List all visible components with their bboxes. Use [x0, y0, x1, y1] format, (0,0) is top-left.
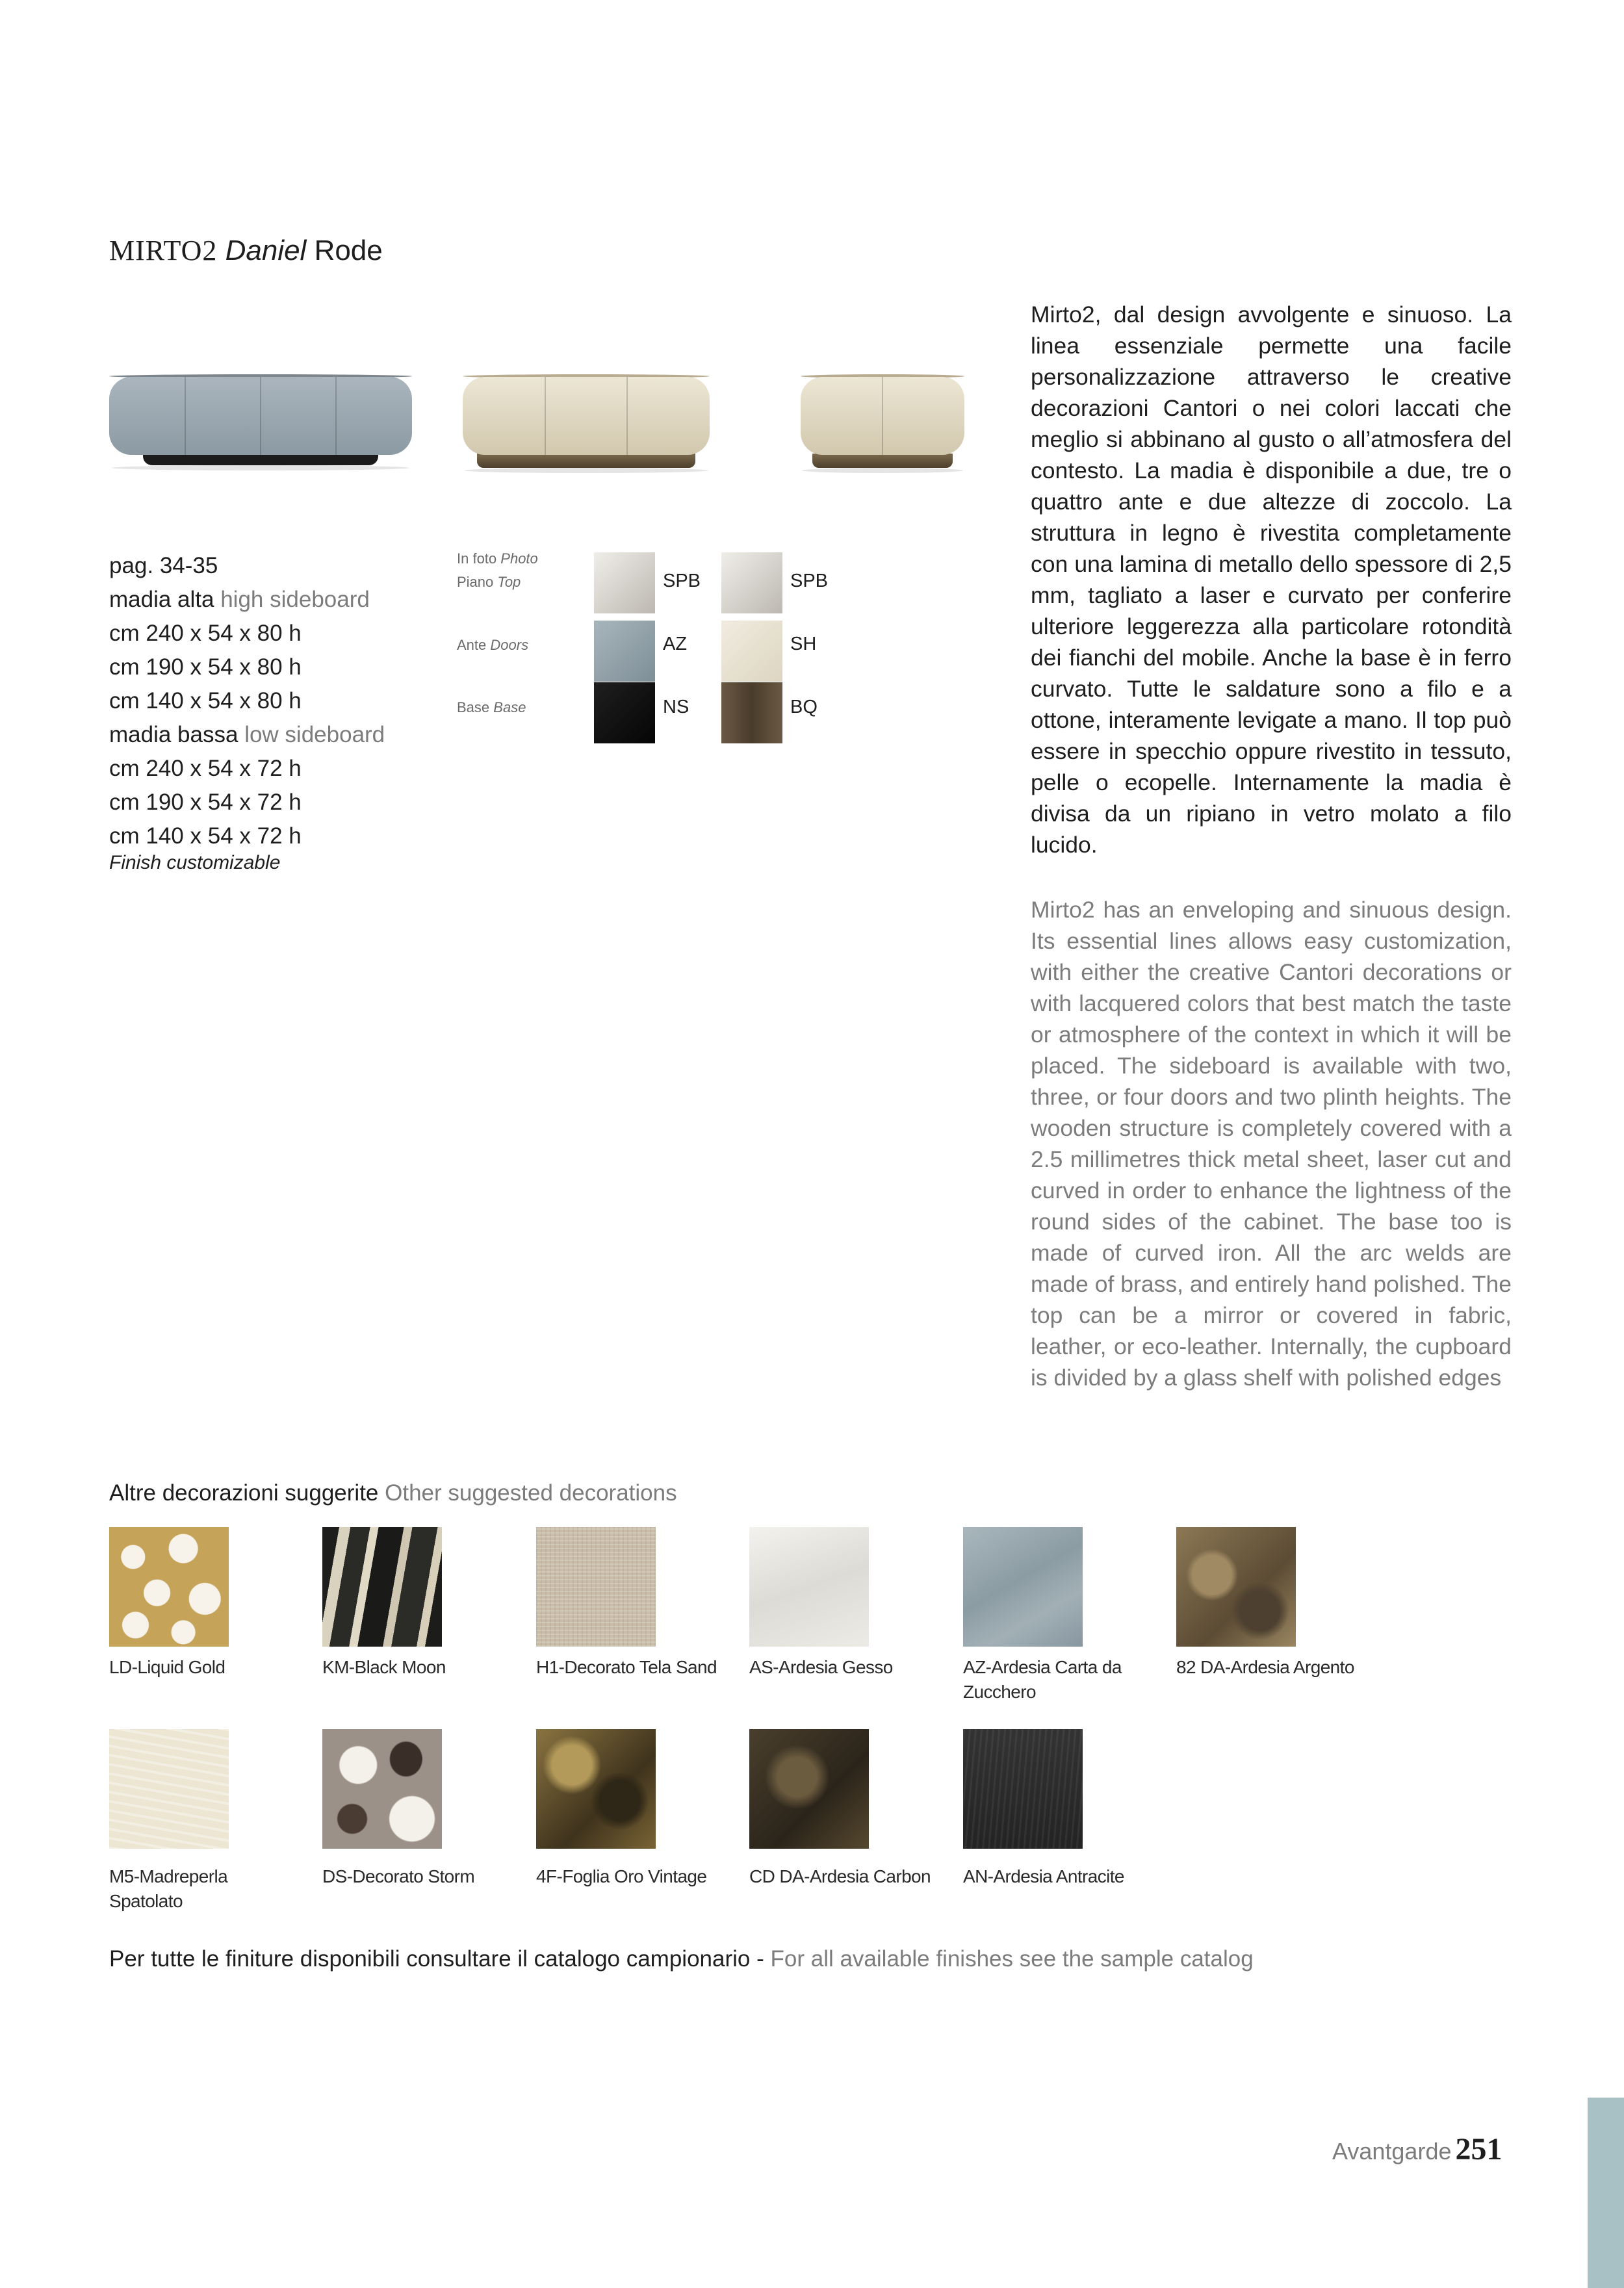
decorations-heading-en: Other suggested decorations	[385, 1480, 677, 1506]
finish-note: Finish customizable	[109, 852, 281, 873]
description-italian: Mirto2, dal design avvolgente e sinuoso. La linea essenziale permette una facile personalizzazione attraverso le creative decorazioni Cantori o nei colori laccati che meglio si abbinano al gusto o all’atmosfera del contesto. La madia è disponibile a due, tre o quattro ante e due altezze di zoccolo. La struttura in legno è rivestita completamente con una lamina di metallo dello spessore di 2,5 mm, tagliato a laser e curvato per conferire ulteriore leggerezza alla particolare rotondità dei fianchi del mobile. Anche la base è in ferro curvato. Tutte le saldature sono a filo e a ottone, interamente levigate a mano. Il top può essere in specchio oppure rivestito in tessuto, pelle o ecopelle. Internamente la madia è divisa da un ripiano in vetro molato a filo lucido.	[1031, 302, 1512, 858]
designer-first-name: Daniel	[225, 235, 307, 266]
product-image-cream-sideboard	[463, 374, 710, 474]
decoration-label: 82 DA-Ardesia Argento	[1176, 1657, 1354, 1677]
size-line: cm 240 x 54 x 72 h	[109, 756, 302, 781]
page-footer	[1332, 2131, 1502, 2167]
finish-label-it: In foto	[457, 550, 497, 567]
high-sideboard-it: madia alta	[109, 587, 214, 612]
finish-swatch	[721, 682, 782, 743]
finish-label-en: Base	[493, 699, 526, 715]
size-line: cm 140 x 54 x 72 h	[109, 823, 302, 849]
low-sideboard-en: low sideboard	[244, 722, 385, 747]
finish-code: BQ	[790, 697, 818, 717]
decoration-swatch-foglia-oro-vintage	[536, 1729, 656, 1849]
catalog-note	[109, 1946, 1254, 1972]
catalog-note-it: Per tutte le finiture disponibili consultare il catalogo campionario -	[109, 1946, 764, 1972]
decoration-label: KM-Black Moon	[322, 1657, 446, 1677]
page-reference: pag. 34-35	[109, 553, 218, 578]
finish-label-en: Top	[497, 574, 521, 590]
size-line: cm 140 x 54 x 80 h	[109, 688, 302, 713]
finish-label-it: Ante	[457, 637, 487, 653]
finish-label-doors	[457, 634, 528, 656]
decorations-heading-it: Altre decorazioni suggerite	[109, 1480, 379, 1506]
finish-swatch	[594, 621, 655, 682]
low-sideboard-label	[109, 718, 434, 752]
decoration-label: M5-Madreperla Spatolato	[109, 1866, 228, 1911]
finish-code: SH	[790, 634, 817, 654]
finish-code: AZ	[663, 634, 688, 654]
high-sideboard-label	[109, 583, 434, 617]
product-name: MIRTO2	[109, 235, 218, 266]
decoration-swatch-tela-sand	[536, 1527, 656, 1647]
product-image-small-sideboard	[801, 374, 964, 474]
section-tab	[1588, 2098, 1624, 2288]
finish-label-top	[457, 571, 521, 593]
finish-swatch	[721, 621, 782, 682]
decoration-swatch-decorato-storm	[322, 1729, 442, 1849]
finish-label-photo	[457, 548, 538, 570]
product-title	[109, 234, 383, 267]
decoration-swatch-liquid-gold	[109, 1527, 229, 1647]
decoration-label: H1-Decorato Tela Sand	[536, 1657, 717, 1677]
size-line: cm 190 x 54 x 80 h	[109, 654, 302, 680]
finish-label-en: Photo	[500, 550, 538, 567]
decoration-swatch-ardesia-gesso	[749, 1527, 869, 1647]
finish-code: SPB	[790, 571, 829, 591]
spec-list	[109, 549, 434, 874]
section-name: Avantgarde	[1332, 2138, 1452, 2165]
finish-label-en: Doors	[490, 637, 529, 653]
decoration-label: AZ-Ardesia Carta da Zucchero	[963, 1657, 1122, 1702]
finish-label-it: Piano	[457, 574, 494, 590]
finish-label-it: Base	[457, 699, 490, 715]
decoration-swatch-ardesia-argento	[1176, 1527, 1296, 1647]
decoration-label: CD DA-Ardesia Carbon	[749, 1866, 931, 1886]
product-image-blue-sideboard	[109, 374, 412, 472]
finish-label-base	[457, 697, 526, 719]
description-english: Mirto2 has an enveloping and sinuous design. Its essential lines allows easy customization, with either the creative Cantori decorations or with lacquered colors that best match the taste or atmosphere of the context in which it will be placed. The sideboard is available with two, three, or four doors and two plinth heights. The wooden structure is completely covered with a 2.5 millimetres thick metal sheet, laser cut and curved in order to enhance the lightness of the round sides of the cabinet. The base too is made of curved iron. All the arc welds are made of brass, and entirely hand polished. The top can be a mirror or covered in fabric, leather, or eco-leather. Internally, the cupboard is divided by a glass shelf with polished edges	[1031, 897, 1512, 1391]
catalog-note-en: For all available finishes see the sample catalog	[770, 1946, 1254, 1972]
decoration-swatch-ardesia-carbon	[749, 1729, 869, 1849]
decorations-heading	[109, 1480, 677, 1506]
decoration-label: 4F-Foglia Oro Vintage	[536, 1866, 707, 1886]
decoration-label: AN-Ardesia Antracite	[963, 1866, 1124, 1886]
decoration-swatch-black-moon	[322, 1527, 442, 1647]
finish-code: SPB	[663, 571, 701, 591]
finish-code: NS	[663, 697, 690, 717]
decoration-label: LD-Liquid Gold	[109, 1657, 226, 1677]
designer-last-name: Rode	[314, 235, 383, 266]
decoration-label: AS-Ardesia Gesso	[749, 1657, 893, 1677]
finish-swatch	[721, 552, 782, 613]
decoration-swatch-carta-da-zucchero	[963, 1527, 1083, 1647]
low-sideboard-it: madia bassa	[109, 722, 238, 747]
finish-swatch	[594, 682, 655, 743]
size-line: cm 240 x 54 x 80 h	[109, 621, 302, 646]
page-number: 251	[1455, 2132, 1502, 2166]
finish-swatch	[594, 552, 655, 613]
high-sideboard-en: high sideboard	[220, 587, 370, 612]
size-line: cm 190 x 54 x 72 h	[109, 790, 302, 815]
decoration-label: DS-Decorato Storm	[322, 1866, 475, 1886]
decoration-swatch-ardesia-antracite	[963, 1729, 1083, 1849]
decoration-swatch-madreperla	[109, 1729, 229, 1849]
